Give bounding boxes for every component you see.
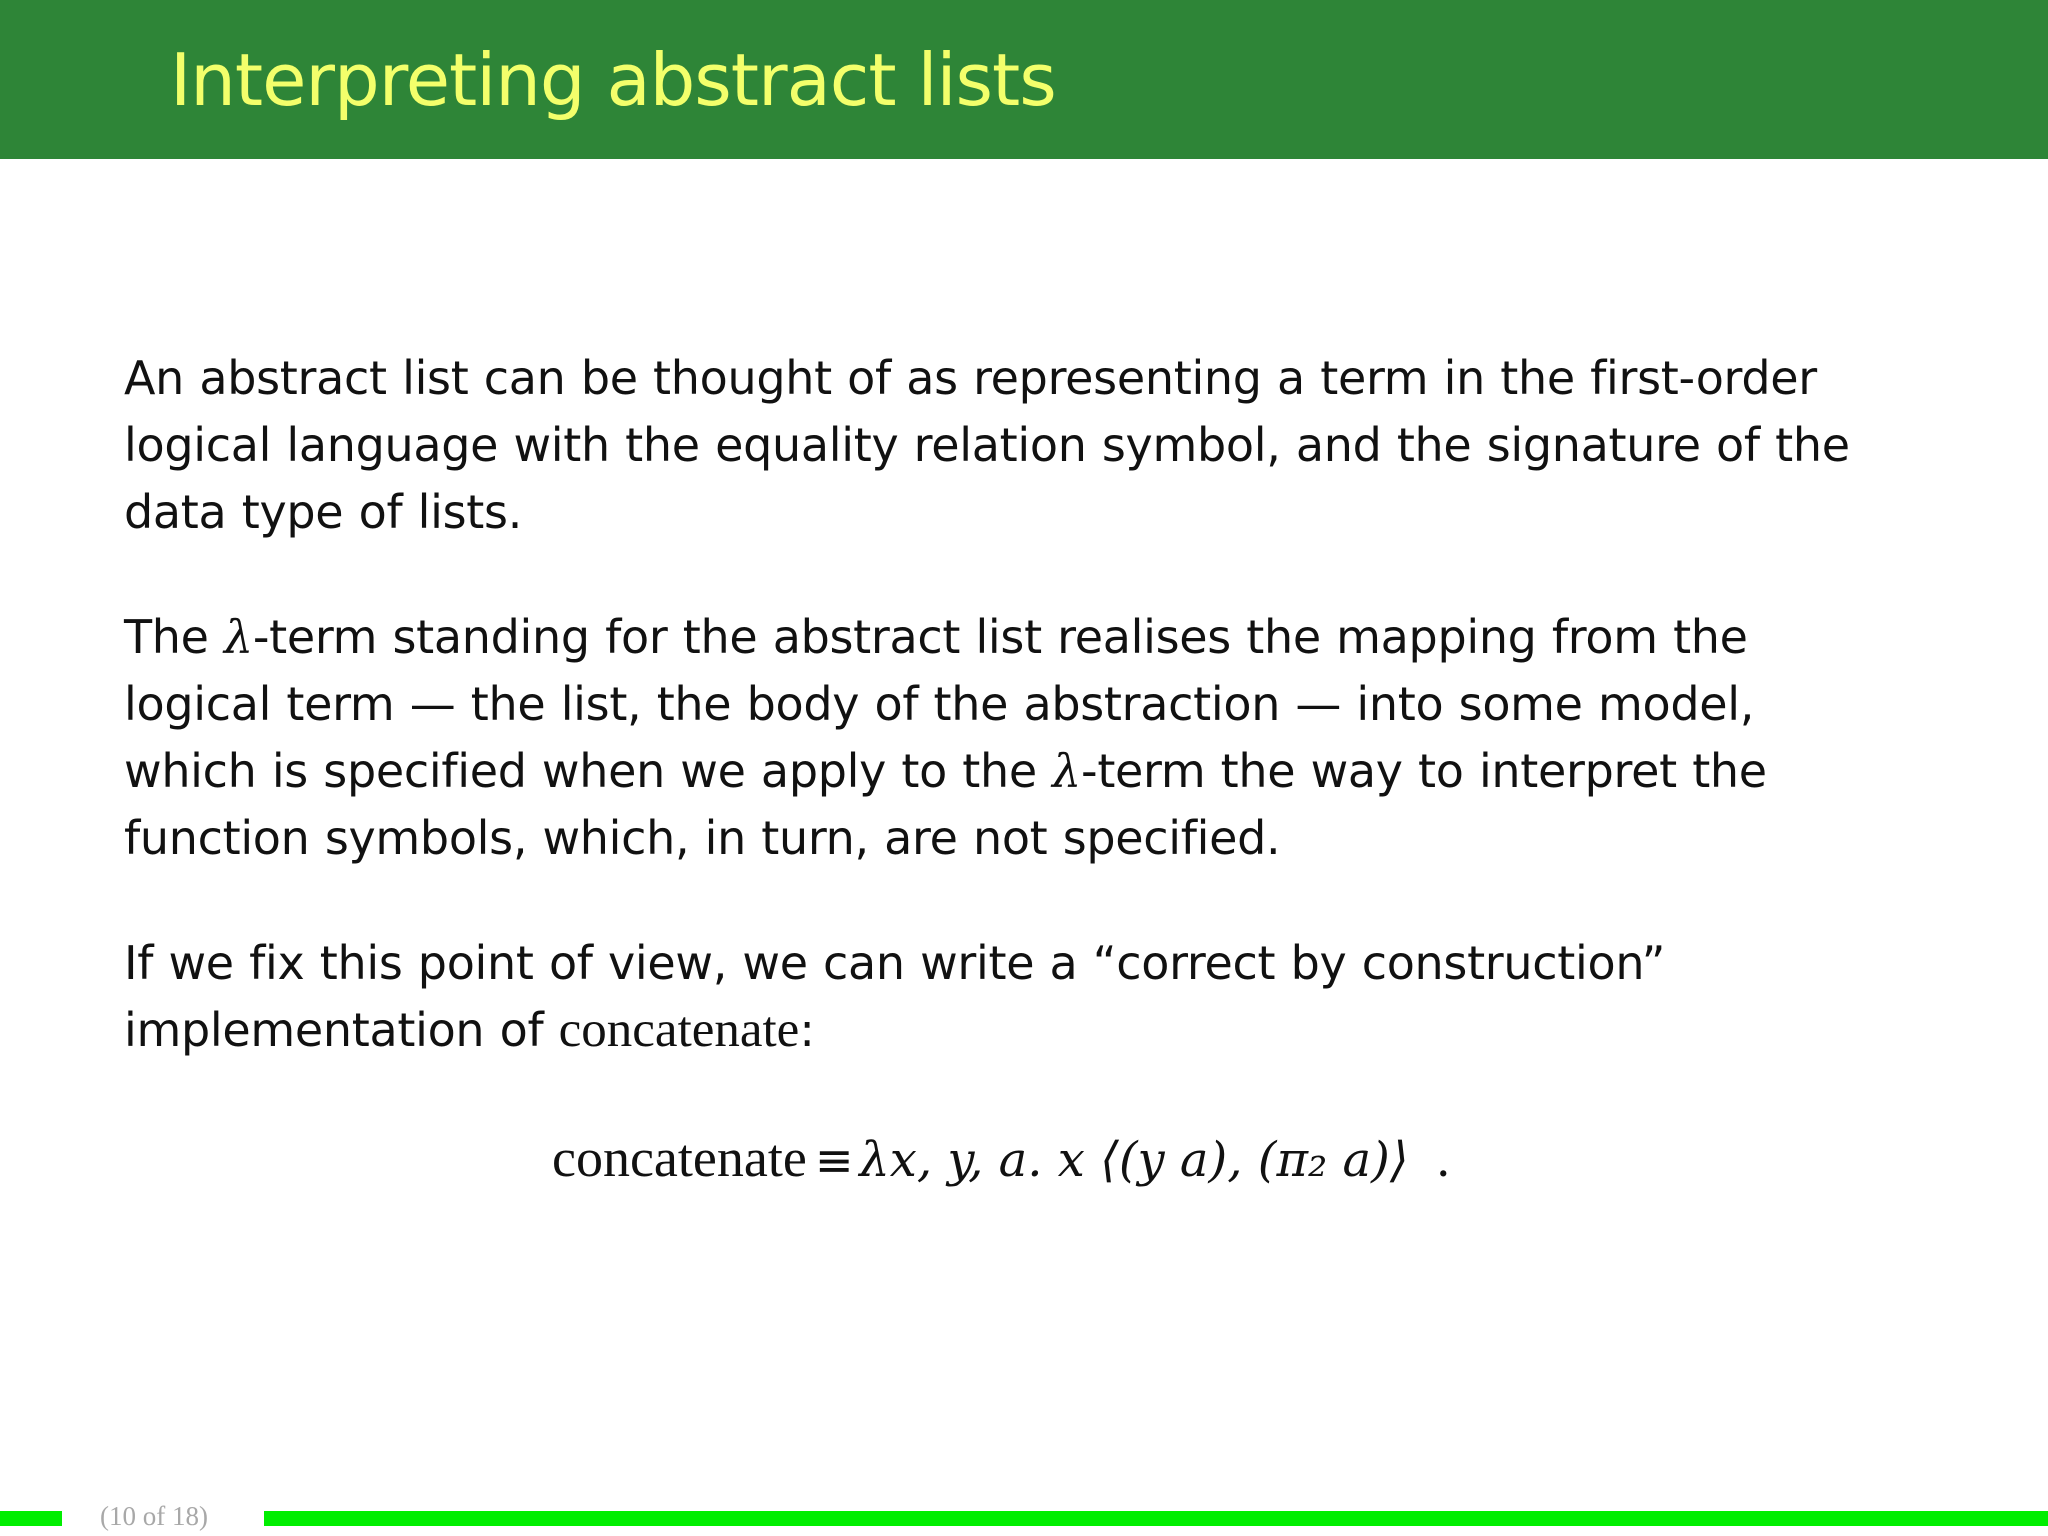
text-segment: : <box>799 1003 815 1057</box>
paragraph-lambda-term <box>124 604 1767 872</box>
paragraph-line: data type of lists. <box>124 485 523 539</box>
formula-period: . <box>1435 1132 1451 1188</box>
formula-expression: λx, y, a. x ⟨(y a), (π₂ a)⟩ <box>859 1132 1409 1188</box>
footer-progress-bar-left <box>0 1511 62 1526</box>
lambda-symbol: λ <box>1052 744 1082 798</box>
concatenate-term: concatenate <box>558 1002 800 1058</box>
text-segment: The <box>124 610 224 664</box>
text-segment: which is specified when we apply to the <box>124 744 1053 798</box>
paragraph-line <box>124 738 1767 805</box>
concatenate-formula <box>552 1118 1451 1198</box>
footer-progress-bar-right <box>264 1511 2048 1526</box>
slide-header <box>0 0 2048 159</box>
lambda-symbol: λ <box>223 610 253 664</box>
paragraph-line: function symbols, which, in turn, are not specified. <box>124 811 1281 865</box>
paragraph-line: logical language with the equality relation symbol, and the signature of the <box>124 418 1850 472</box>
paragraph-implementation <box>124 930 1665 1064</box>
paragraph-line <box>124 997 1665 1064</box>
paragraph-line: An abstract list can be thought of as representing a term in the first-order <box>124 351 1817 405</box>
formula-name: concatenate <box>552 1128 807 1188</box>
paragraph-line <box>124 604 1767 671</box>
page-indicator[interactable]: (10 of 18) <box>100 1501 208 1531</box>
paragraph-line: If we fix this point of view, we can write a “correct by construction” <box>124 936 1666 990</box>
paragraph-abstract-list <box>124 345 1850 546</box>
text-segment: -term standing for the abstract list realises the mapping from the <box>252 610 1748 664</box>
paragraph-line: logical term — the list, the body of the abstraction — into some model, <box>124 677 1755 731</box>
equivalence-operator: ≡ <box>814 1133 854 1187</box>
text-segment: -term the way to interpret the <box>1081 744 1767 798</box>
text-segment: implementation of <box>124 1003 559 1057</box>
slide-title: Interpreting abstract lists <box>170 38 1056 122</box>
